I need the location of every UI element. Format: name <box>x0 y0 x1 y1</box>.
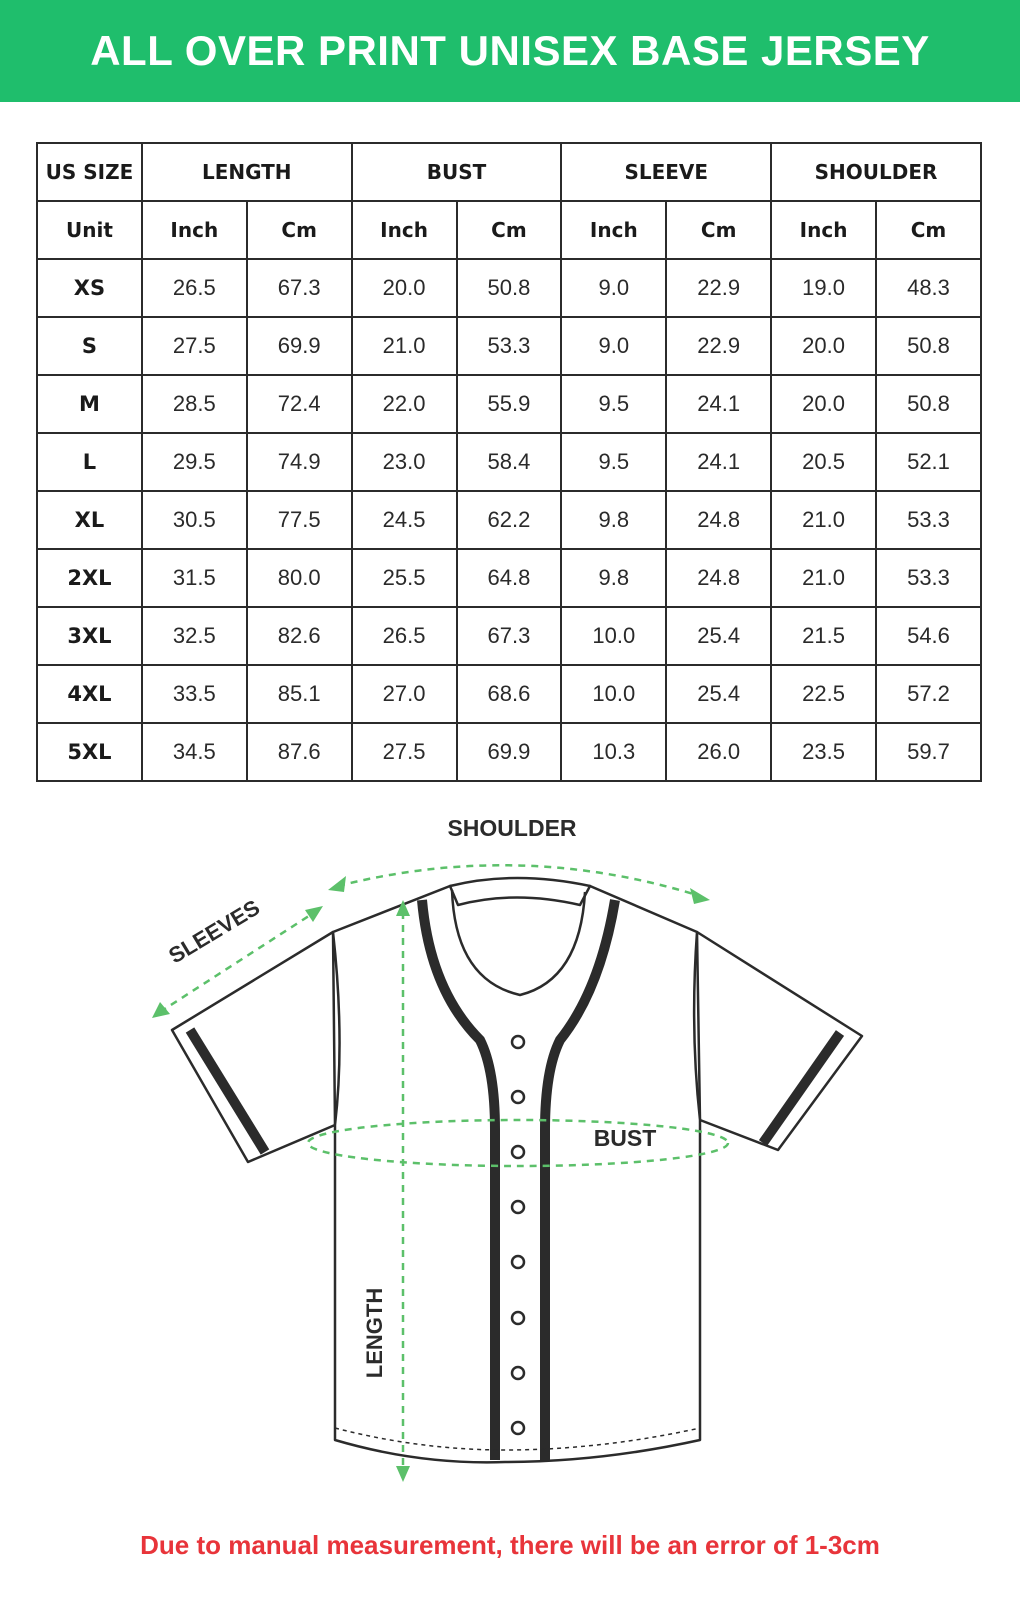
table-row <box>37 491 981 549</box>
bust-label: BUST <box>593 1125 657 1151</box>
value-cell: 32.5 <box>142 607 247 665</box>
length-arrow-bottom <box>396 1466 410 1482</box>
size-cell: L <box>37 433 142 491</box>
unit-cell: Cm <box>457 201 562 259</box>
size-cell: 4XL <box>37 665 142 723</box>
value-cell: 53.3 <box>876 491 981 549</box>
unit-cell: Inch <box>352 201 457 259</box>
table-unit-header-row <box>37 201 981 259</box>
value-cell: 72.4 <box>247 375 352 433</box>
size-cell: 5XL <box>37 723 142 781</box>
value-cell: 48.3 <box>876 259 981 317</box>
button <box>512 1201 524 1213</box>
value-cell: 27.5 <box>142 317 247 375</box>
unit-cell: Inch <box>561 201 666 259</box>
size-chart-table <box>36 142 982 782</box>
value-cell: 27.0 <box>352 665 457 723</box>
value-cell: 22.0 <box>352 375 457 433</box>
value-cell: 68.6 <box>457 665 562 723</box>
size-cell: 2XL <box>37 549 142 607</box>
corner-header: US SIZE <box>37 143 142 201</box>
value-cell: 21.5 <box>771 607 876 665</box>
value-cell: 34.5 <box>142 723 247 781</box>
value-cell: 21.0 <box>771 491 876 549</box>
value-cell: 52.1 <box>876 433 981 491</box>
value-cell: 10.3 <box>561 723 666 781</box>
button <box>512 1312 524 1324</box>
size-cell: 3XL <box>37 607 142 665</box>
value-cell: 67.3 <box>247 259 352 317</box>
value-cell: 62.2 <box>457 491 562 549</box>
button <box>512 1091 524 1103</box>
value-cell: 69.9 <box>247 317 352 375</box>
value-cell: 80.0 <box>247 549 352 607</box>
value-cell: 21.0 <box>352 317 457 375</box>
value-cell: 9.5 <box>561 433 666 491</box>
value-cell: 9.5 <box>561 375 666 433</box>
value-cell: 50.8 <box>457 259 562 317</box>
table-row <box>37 317 981 375</box>
value-cell: 54.6 <box>876 607 981 665</box>
table-row <box>37 433 981 491</box>
value-cell: 27.5 <box>352 723 457 781</box>
value-cell: 10.0 <box>561 607 666 665</box>
value-cell: 19.0 <box>771 259 876 317</box>
value-cell: 9.0 <box>561 317 666 375</box>
value-cell: 26.5 <box>142 259 247 317</box>
button <box>512 1422 524 1434</box>
value-cell: 77.5 <box>247 491 352 549</box>
value-cell: 64.8 <box>457 549 562 607</box>
sleeve-arrow-bottom <box>152 1002 170 1018</box>
value-cell: 20.5 <box>771 433 876 491</box>
value-cell: 82.6 <box>247 607 352 665</box>
group-header-shoulder: SHOULDER <box>771 143 981 201</box>
table-row <box>37 549 981 607</box>
size-cell: S <box>37 317 142 375</box>
value-cell: 24.1 <box>666 433 771 491</box>
value-cell: 50.8 <box>876 317 981 375</box>
group-header-length: LENGTH <box>142 143 352 201</box>
table-group-header-row <box>37 143 981 201</box>
measurement-note: Due to manual measurement, there will be an error of 1-3cm <box>140 1530 880 1560</box>
group-header-bust: BUST <box>352 143 562 201</box>
value-cell: 9.8 <box>561 549 666 607</box>
table-row <box>37 375 981 433</box>
value-cell: 55.9 <box>457 375 562 433</box>
table-body <box>37 259 981 781</box>
sleeve-arrow-top <box>305 906 323 922</box>
value-cell: 20.0 <box>771 375 876 433</box>
value-cell: 21.0 <box>771 549 876 607</box>
value-cell: 69.9 <box>457 723 562 781</box>
value-cell: 25.4 <box>666 665 771 723</box>
value-cell: 24.8 <box>666 491 771 549</box>
button <box>512 1036 524 1048</box>
value-cell: 24.5 <box>352 491 457 549</box>
value-cell: 26.0 <box>666 723 771 781</box>
value-cell: 30.5 <box>142 491 247 549</box>
value-cell: 20.0 <box>771 317 876 375</box>
value-cell: 22.5 <box>771 665 876 723</box>
value-cell: 29.5 <box>142 433 247 491</box>
unit-cell: Inch <box>142 201 247 259</box>
value-cell: 22.9 <box>666 259 771 317</box>
value-cell: 24.1 <box>666 375 771 433</box>
value-cell: 59.7 <box>876 723 981 781</box>
table-row <box>37 259 981 317</box>
value-cell: 67.3 <box>457 607 562 665</box>
unit-header: Unit <box>37 201 142 259</box>
value-cell: 85.1 <box>247 665 352 723</box>
button <box>512 1367 524 1379</box>
sleeves-label: SLEEVES <box>164 894 265 969</box>
value-cell: 23.5 <box>771 723 876 781</box>
unit-cell: Cm <box>666 201 771 259</box>
shoulder-arrow-right <box>690 888 710 904</box>
value-cell: 9.8 <box>561 491 666 549</box>
value-cell: 57.2 <box>876 665 981 723</box>
jersey-diagram <box>0 790 1020 1510</box>
button <box>512 1146 524 1158</box>
value-cell: 23.0 <box>352 433 457 491</box>
value-cell: 31.5 <box>142 549 247 607</box>
value-cell: 24.8 <box>666 549 771 607</box>
size-cell: XS <box>37 259 142 317</box>
value-cell: 50.8 <box>876 375 981 433</box>
table-row <box>37 723 981 781</box>
value-cell: 25.5 <box>352 549 457 607</box>
value-cell: 20.0 <box>352 259 457 317</box>
unit-cell: Cm <box>247 201 352 259</box>
page-title: ALL OVER PRINT UNISEX BASE JERSEY <box>90 27 930 74</box>
value-cell: 28.5 <box>142 375 247 433</box>
table-row <box>37 607 981 665</box>
unit-cell: Cm <box>876 201 981 259</box>
shoulder-arrow-left <box>328 876 346 892</box>
shoulder-label: SHOULDER <box>447 815 577 841</box>
size-cell: M <box>37 375 142 433</box>
value-cell: 87.6 <box>247 723 352 781</box>
value-cell: 26.5 <box>352 607 457 665</box>
length-label: LENGTH <box>362 1287 387 1379</box>
value-cell: 22.9 <box>666 317 771 375</box>
button <box>512 1256 524 1268</box>
size-cell: XL <box>37 491 142 549</box>
value-cell: 9.0 <box>561 259 666 317</box>
table-row <box>37 665 981 723</box>
unit-cell: Inch <box>771 201 876 259</box>
value-cell: 10.0 <box>561 665 666 723</box>
value-cell: 53.3 <box>876 549 981 607</box>
value-cell: 74.9 <box>247 433 352 491</box>
value-cell: 53.3 <box>457 317 562 375</box>
value-cell: 25.4 <box>666 607 771 665</box>
value-cell: 33.5 <box>142 665 247 723</box>
title-banner <box>0 0 1020 102</box>
value-cell: 58.4 <box>457 433 562 491</box>
group-header-sleeve: SLEEVE <box>561 143 771 201</box>
